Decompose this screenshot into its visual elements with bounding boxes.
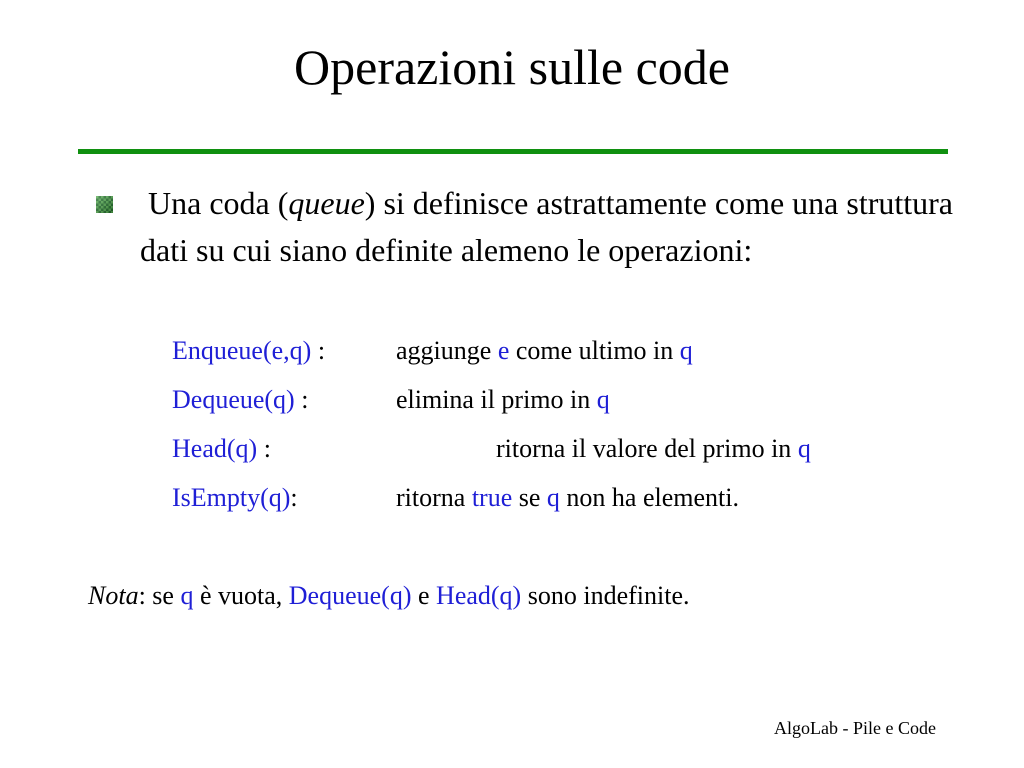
operation-name: IsEmpty(q)	[172, 483, 291, 512]
operation-name-wrap	[172, 431, 271, 467]
nota-dequeue: Dequeue(q)	[288, 581, 412, 610]
operation-separator: :	[290, 483, 298, 512]
nota-text: : se	[138, 581, 181, 610]
intro-paragraph	[140, 180, 960, 274]
operation-description	[496, 431, 811, 467]
slide-footer: AlgoLab - Pile e Code	[774, 718, 936, 738]
operation-name: Dequeue(q)	[172, 385, 295, 414]
nota-text: sono indefinite.	[521, 581, 690, 610]
operation-name: Head(q)	[172, 434, 258, 463]
slide-title: Operazioni sulle code	[294, 39, 730, 95]
title-divider	[78, 149, 948, 154]
operation-desc-text: aggiunge	[396, 336, 498, 365]
operation-desc-text: ritorna	[396, 483, 472, 512]
operation-arg: e	[497, 336, 510, 365]
operation-separator: :	[294, 385, 309, 414]
intro-text-2: ) si definisce astrattamente come una struttura dati su cui siano definite alemeno le operazioni:	[140, 185, 953, 268]
operation-arg: q	[679, 336, 693, 365]
green-square-bullet-icon	[96, 196, 113, 213]
nota-paragraph	[88, 578, 690, 614]
operation-arg: q	[797, 434, 811, 463]
operation-description	[396, 382, 610, 418]
operation-desc-text: se	[512, 483, 547, 512]
intro-term: queue	[288, 185, 365, 221]
operation-description	[396, 333, 693, 369]
operation-desc-text: come ultimo in	[509, 336, 680, 365]
operation-name-wrap	[172, 333, 325, 369]
operation-name-wrap	[172, 382, 308, 418]
operation-desc-text: ritorna il valore del primo in	[496, 434, 798, 463]
operation-name-wrap	[172, 480, 298, 516]
nota-queue-var: q	[180, 581, 194, 610]
nota-text: è vuota,	[193, 581, 289, 610]
operation-arg: true	[471, 483, 513, 512]
operation-arg: q	[596, 385, 610, 414]
operation-arg: q	[546, 483, 560, 512]
operation-separator: :	[257, 434, 271, 463]
operation-desc-text: elimina il primo in	[396, 385, 597, 414]
nota-label: Nota	[88, 581, 139, 610]
intro-text-1: Una coda (	[140, 185, 289, 221]
operation-separator: :	[311, 336, 326, 365]
operation-name: Enqueue(e,q)	[172, 336, 312, 365]
nota-text: e	[411, 581, 437, 610]
operation-description	[396, 480, 739, 516]
operation-desc-text: non ha elementi.	[559, 483, 739, 512]
nota-head: Head(q)	[436, 581, 522, 610]
